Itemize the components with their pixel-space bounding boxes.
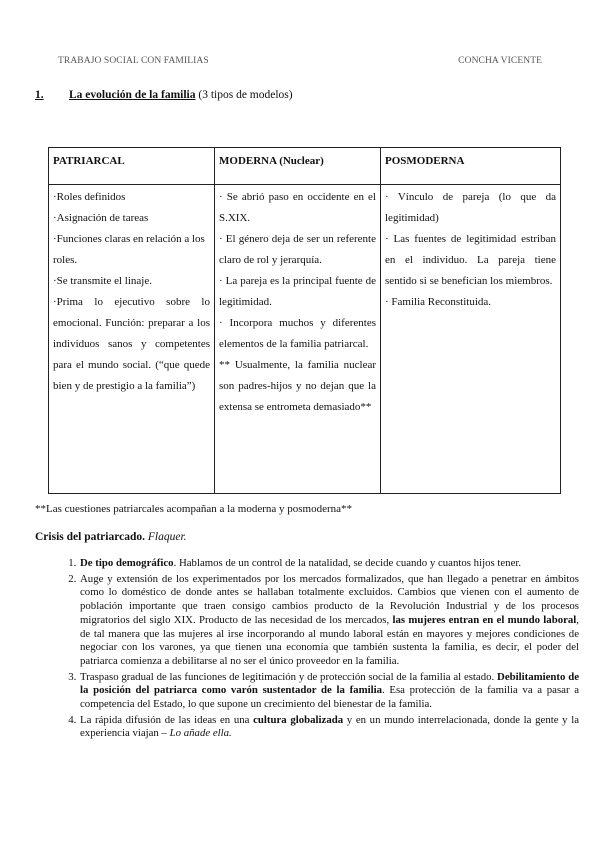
- patriarcal-item: ·Funciones claras en relación a los roles.: [53, 233, 205, 266]
- point-text: . Esa protección de la familia va a pasar a competencia del Estado, lo que supone un crecimiento del bienestar de la familia.: [80, 684, 580, 711]
- section-title: La evolución de la familia: [69, 89, 196, 101]
- moderna-item: · La pareja es la principal fuente de legitimidad.: [219, 275, 376, 308]
- cell-posmoderna: [381, 185, 561, 494]
- patriarcal-item: ·Se transmite el linaje.: [53, 275, 152, 287]
- moderna-item: ** Usualmente, la familia nuclear son padres-hijos y no dejan que la extensa se entrometa demasiado**: [219, 359, 376, 413]
- point-bold: Debilitamiento de la posición del patriarca como varón sustentador de la familia: [80, 670, 579, 697]
- header-course: TRABAJO SOCIAL CON FAMILIAS: [58, 56, 209, 66]
- moderna-item: · El género deja de ser un referente claro de rol y jerarquía.: [219, 233, 376, 266]
- point-italic: Lo añade ella.: [169, 727, 232, 740]
- posmoderna-item: · Familia Reconstituida.: [385, 296, 492, 308]
- list-item: [79, 557, 579, 571]
- point-text: Traspaso gradual de las funciones de legitimación y de protección social de la familia al estado.: [80, 670, 498, 683]
- patriarcal-item: ·Asignación de tareas: [53, 212, 149, 224]
- point-text: y en un mundo interrelacionada, donde la gente y la experiencia viajan –: [80, 713, 579, 740]
- table-note: **Las cuestiones patriarcales acompañan a la moderna y posmoderna**: [35, 503, 353, 515]
- crisis-title: Crisis del patriarcado.: [35, 531, 145, 543]
- moderna-item: · Se abrió paso en occidente en el S.XIX.: [219, 191, 376, 224]
- point-bold: De tipo demográfico: [80, 557, 174, 569]
- list-item: [79, 714, 579, 741]
- point-bold: cultura globalizada: [253, 713, 344, 726]
- crisis-author: Flaquer.: [147, 531, 187, 543]
- family-models-table: [48, 147, 561, 494]
- header-patriarcal: PATRIARCAL: [49, 148, 215, 185]
- patriarcal-item: ·Roles definidos: [53, 191, 126, 203]
- section-subtitle: (3 tipos de modelos): [195, 89, 293, 101]
- patriarcal-item: ·Prima lo ejecutivo sobre lo emocional. Función: preparar a los individuos sanos y competentes para el mundo social. (“que quede bien y de prestigio a la familia”): [53, 296, 210, 392]
- posmoderna-item: · Vínculo de pareja (lo que da legitimidad): [385, 191, 556, 224]
- point-text: . Hablamos de un control de la natalidad, se decide cuando y cuantos hijos tener.: [173, 557, 522, 569]
- posmoderna-item: · Las fuentes de legitimidad estriban en el individuo. La pareja tiene sentido si se benefician los miembros.: [385, 233, 556, 287]
- crisis-points-list: [58, 557, 579, 743]
- cell-patriarcal: [49, 185, 215, 494]
- point-bold: las mujeres entran en el mundo laboral: [392, 613, 577, 626]
- moderna-item: · Incorpora muchos y diferentes elementos de la familia patriarcal.: [219, 317, 376, 350]
- point-text: , de tal manera que las mujeres al irse incorporando al mundo laboral están en mayores y mejores condiciones de negociar con los varones, ya que tienen una economía que también sustenta la familia, es decir, el poder del patriarca comienza a debilitarse al no ser el único proveedor en la familia.: [80, 613, 579, 667]
- header-moderna: MODERNA (Nuclear): [215, 148, 381, 185]
- list-item: [79, 573, 579, 669]
- section-number: 1.: [35, 89, 44, 101]
- section-heading: [35, 89, 293, 101]
- point-text: La rápida difusión de las ideas en una: [80, 713, 254, 726]
- header-posmoderna: POSMODERNA: [381, 148, 561, 185]
- list-item: [79, 671, 579, 712]
- point-text: Auge y extensión de los experimentados por los mercados formalizados, que han llegado a penetrar en ámbitos como lo doméstico de donde antes se hallaban totalmente excluidos. Cambios que vienen con el aumento de población importante que traen consigo cambios producto de la Revolución Industrial y de los procesos migratorios del siglo XIX. Producto de las necesidad de los mercados,: [80, 572, 579, 626]
- crisis-heading: [35, 531, 187, 543]
- header-author: CONCHA VICENTE: [458, 56, 542, 66]
- cell-moderna: [215, 185, 381, 494]
